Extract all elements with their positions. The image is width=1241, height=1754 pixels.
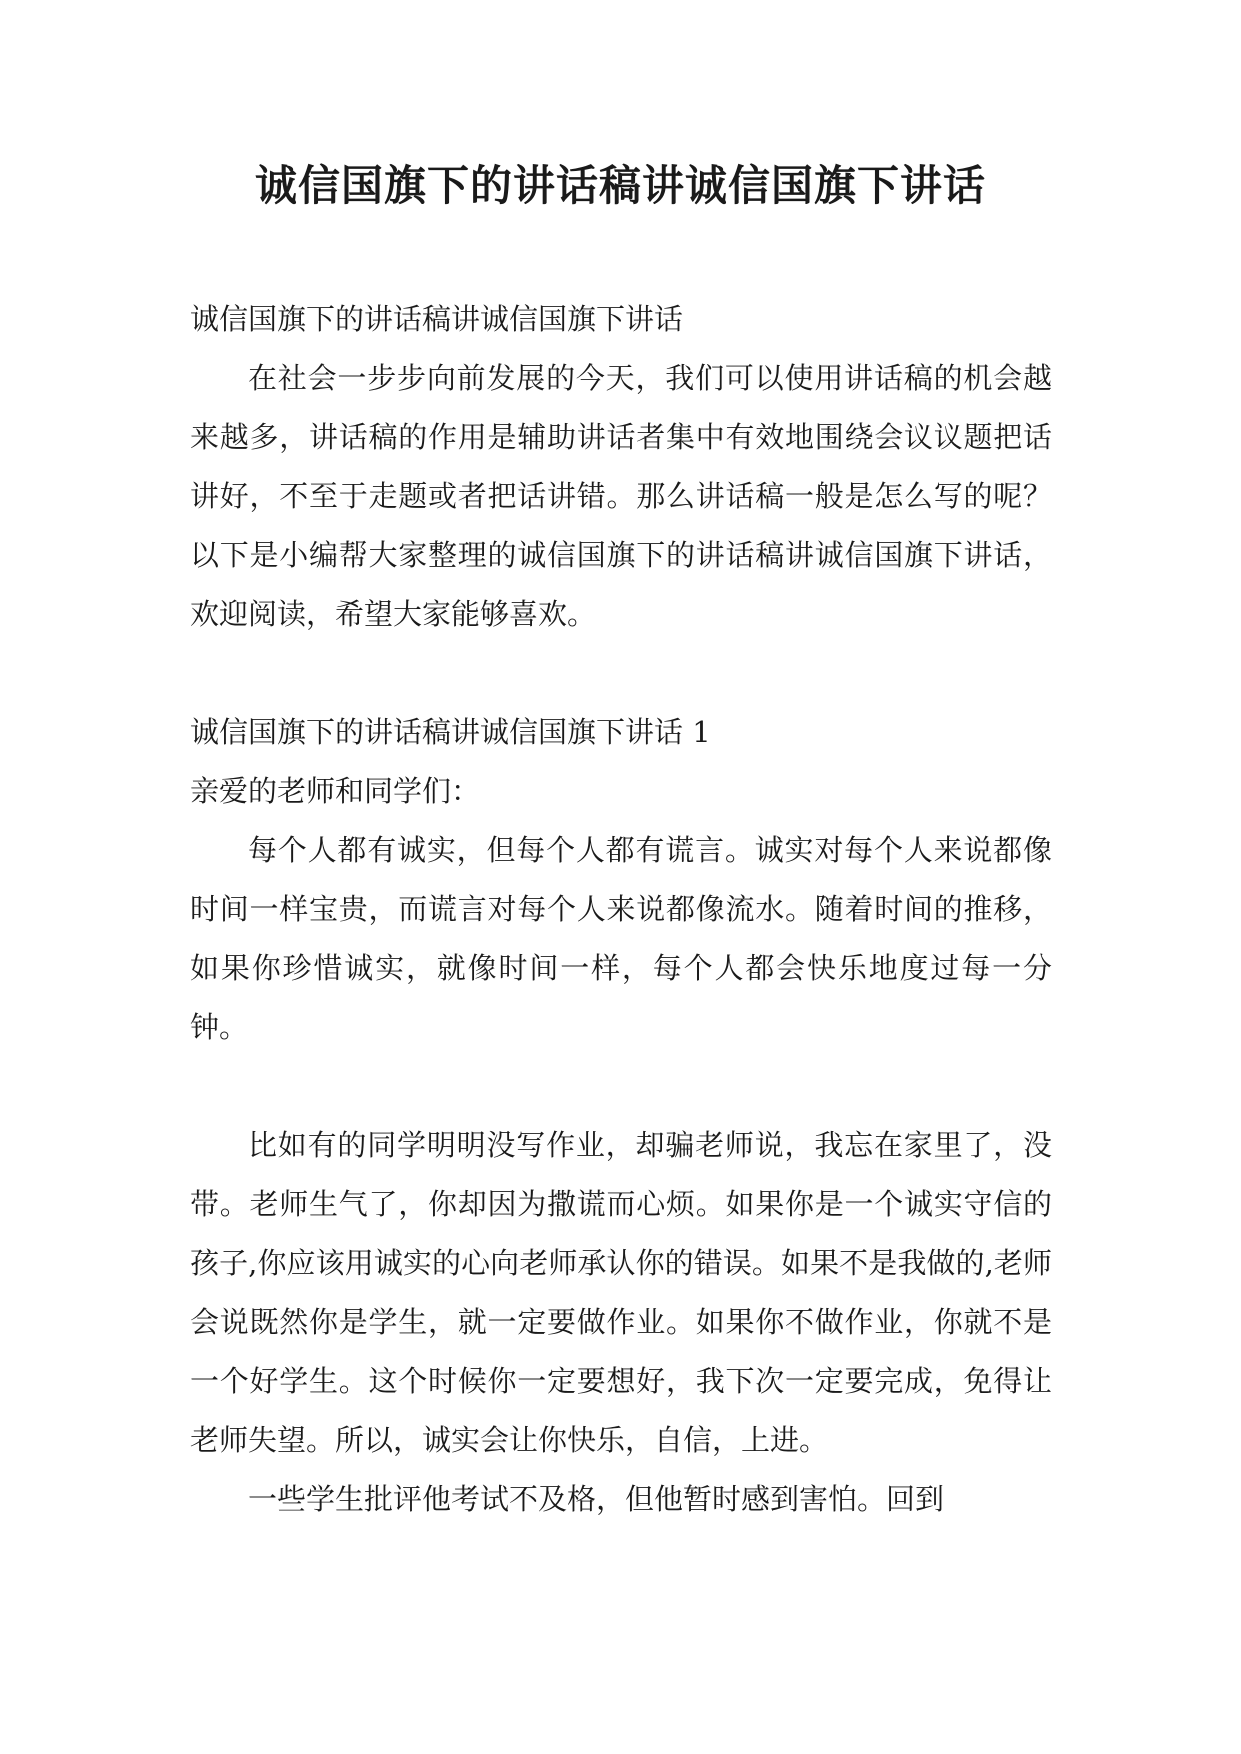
spacer	[190, 644, 1052, 703]
intro-paragraph: 在社会一步步向前发展的今天，我们可以使用讲话稿的机会越来越多，讲话稿的作用是辅助讲话者集中有效地围绕会议议题把话讲好，不至于走题或者把话讲错。那么讲话稿一般是怎么写的呢？以下是小编帮大家整理的诚信国旗下的讲话稿讲诚信国旗下讲话，欢迎阅读，希望大家能够喜欢。	[190, 361, 1052, 631]
body-paragraph-1: 每个人都有诚实，但每个人都有谎言。诚实对每个人来说都像时间一样宝贵，而谎言对每个人来说都像流水。随着时间的推移，如果你珍惜诚实，就像时间一样，每个人都会快乐地度过每一分钟。	[190, 833, 1052, 1044]
body-paragraph-2: 比如有的同学明明没写作业，却骗老师说，我忘在家里了，没带。老师生气了，你却因为撒谎而心烦。如果你是一个诚实守信的孩子,你应该用诚实的心向老师承认你的错误。如果不是我做的,老师会说既然你是学生，就一定要做作业。如果你不做作业，你就不是一个好学生。这个时候你一定要想好，我下次一定要完成，免得让老师失望。所以，诚实会让你快乐，自信，上进。	[190, 1128, 1052, 1457]
section-heading: 诚信国旗下的讲话稿讲诚信国旗下讲话 1	[190, 715, 711, 749]
spacer	[190, 1057, 1052, 1116]
document-body	[190, 290, 1052, 1529]
salutation: 亲爱的老师和同学们：	[190, 774, 481, 808]
subtitle-line: 诚信国旗下的讲话稿讲诚信国旗下讲话	[190, 302, 684, 336]
body-paragraph-3: 一些学生批评他考试不及格，但他暂时感到害怕。回到	[248, 1482, 945, 1516]
document-title: 诚信国旗下的讲话稿讲诚信国旗下讲话	[254, 161, 986, 210]
